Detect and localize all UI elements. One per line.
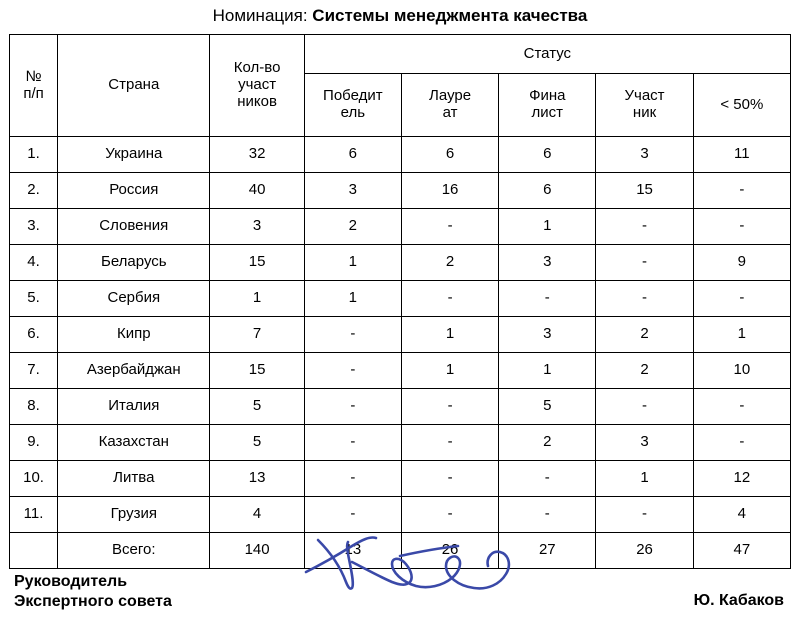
- cell-under50: 1: [693, 317, 790, 353]
- cell-winner: 1: [304, 245, 401, 281]
- cell-count: 7: [210, 317, 304, 353]
- cell-country: Словения: [58, 209, 210, 245]
- title-label: Номинация:: [212, 6, 308, 25]
- cell-participant: 3: [596, 425, 693, 461]
- header-count-line1: Кол-во: [233, 59, 281, 77]
- cell-country: Россия: [58, 173, 210, 209]
- cell-participant: -: [596, 497, 693, 533]
- cell-finalist: 3: [499, 317, 596, 353]
- cell-winner: -: [304, 425, 401, 461]
- cell-finalist: -: [499, 461, 596, 497]
- cell-participant: 2: [596, 317, 693, 353]
- cell-count: 3: [210, 209, 304, 245]
- header-count-line2: участ: [238, 76, 277, 94]
- cell-winner: -: [304, 497, 401, 533]
- cell-laureate: -: [401, 209, 498, 245]
- total-count: 140: [210, 533, 304, 569]
- table-row: [10, 461, 791, 497]
- cell-laureate: -: [401, 461, 498, 497]
- total-label: Всего:: [58, 533, 210, 569]
- cell-num: 2.: [10, 173, 58, 209]
- cell-participant: 3: [596, 137, 693, 173]
- cell-winner: -: [304, 317, 401, 353]
- cell-participant: -: [596, 389, 693, 425]
- cell-winner: 1: [304, 281, 401, 317]
- header-num-line1: №: [25, 67, 42, 85]
- cell-count: 5: [210, 425, 304, 461]
- cell-laureate: 2: [401, 245, 498, 281]
- signer-role-line2: Экспертного совета: [14, 593, 172, 610]
- cell-under50: 4: [693, 497, 790, 533]
- cell-finalist: 6: [499, 137, 596, 173]
- cell-count: 15: [210, 353, 304, 389]
- header-status-laureate: [401, 74, 498, 137]
- cell-num: 7.: [10, 353, 58, 389]
- cell-laureate: -: [401, 281, 498, 317]
- total-winner: 13: [304, 533, 401, 569]
- cell-count: 4: [210, 497, 304, 533]
- cell-under50: 9: [693, 245, 790, 281]
- cell-laureate: 16: [401, 173, 498, 209]
- cell-finalist: 1: [499, 209, 596, 245]
- total-participant: 26: [596, 533, 693, 569]
- cell-finalist: 3: [499, 245, 596, 281]
- table-row: [10, 425, 791, 461]
- cell-num: 5.: [10, 281, 58, 317]
- cell-finalist: 1: [499, 353, 596, 389]
- cell-participant: 1: [596, 461, 693, 497]
- table-row: [10, 209, 791, 245]
- cell-laureate: 1: [401, 317, 498, 353]
- cell-num: 9.: [10, 425, 58, 461]
- cell-count: 1: [210, 281, 304, 317]
- cell-country: Италия: [58, 389, 210, 425]
- cell-under50: 12: [693, 461, 790, 497]
- header-status-finalist: [499, 74, 596, 137]
- header-status-finalist-line2: лист: [531, 104, 564, 121]
- cell-laureate: 1: [401, 353, 498, 389]
- cell-under50: 11: [693, 137, 790, 173]
- cell-num: 8.: [10, 389, 58, 425]
- header-num: [10, 35, 58, 137]
- cell-num: 4.: [10, 245, 58, 281]
- cell-country: Казахстан: [58, 425, 210, 461]
- cell-under50: -: [693, 389, 790, 425]
- header-status-finalist-line1: Фина: [529, 87, 566, 105]
- table-row: [10, 173, 791, 209]
- results-table: [9, 34, 791, 569]
- cell-winner: 6: [304, 137, 401, 173]
- cell-count: 13: [210, 461, 304, 497]
- cell-country: Кипр: [58, 317, 210, 353]
- document-footer: [0, 540, 800, 620]
- cell-count: 5: [210, 389, 304, 425]
- cell-under50: -: [693, 425, 790, 461]
- header-status-under50-line1: < 50%: [720, 95, 764, 113]
- table-row: [10, 281, 791, 317]
- signer-name: Ю. Кабаков: [693, 592, 784, 609]
- table-row: [10, 497, 791, 533]
- cell-count: 15: [210, 245, 304, 281]
- header-status-winner-line1: Победит: [323, 87, 383, 105]
- cell-num: 1.: [10, 137, 58, 173]
- cell-laureate: 6: [401, 137, 498, 173]
- cell-participant: -: [596, 281, 693, 317]
- signer-role: [14, 572, 172, 612]
- cell-winner: -: [304, 461, 401, 497]
- table-header: [10, 35, 791, 137]
- cell-finalist: 2: [499, 425, 596, 461]
- header-status-laureate-line2: ат: [442, 104, 458, 121]
- header-status-winner: [304, 74, 401, 137]
- handwritten-signature-icon: [300, 532, 560, 598]
- cell-country: Украина: [58, 137, 210, 173]
- cell-country: Беларусь: [58, 245, 210, 281]
- cell-num: 10.: [10, 461, 58, 497]
- header-status-participant-line1: Участ: [624, 87, 665, 105]
- cell-country: Грузия: [58, 497, 210, 533]
- table-row: [10, 245, 791, 281]
- table-body: [10, 137, 791, 569]
- cell-under50: -: [693, 281, 790, 317]
- cell-under50: -: [693, 173, 790, 209]
- cell-finalist: -: [499, 281, 596, 317]
- cell-laureate: -: [401, 389, 498, 425]
- cell-count: 40: [210, 173, 304, 209]
- total-laureate: 26: [401, 533, 498, 569]
- cell-country: Литва: [58, 461, 210, 497]
- cell-num: 6.: [10, 317, 58, 353]
- total-under50: 47: [693, 533, 790, 569]
- header-status-under50: [693, 74, 790, 137]
- cell-participant: -: [596, 245, 693, 281]
- cell-winner: 3: [304, 173, 401, 209]
- header-status-laureate-line1: Лауре: [429, 87, 472, 105]
- page-title: [0, 0, 800, 34]
- header-count: [210, 35, 304, 137]
- cell-finalist: 6: [499, 173, 596, 209]
- header-num-line2: п/п: [23, 84, 44, 102]
- table-row: [10, 317, 791, 353]
- cell-participant: 2: [596, 353, 693, 389]
- header-status-participant-line2: ник: [632, 104, 657, 121]
- cell-participant: 15: [596, 173, 693, 209]
- cell-winner: -: [304, 389, 401, 425]
- cell-laureate: -: [401, 425, 498, 461]
- header-country: Страна: [58, 35, 210, 137]
- header-status-participant: [596, 74, 693, 137]
- table-row: [10, 389, 791, 425]
- cell-participant: -: [596, 209, 693, 245]
- cell-winner: 2: [304, 209, 401, 245]
- cell-under50: -: [693, 209, 790, 245]
- cell-finalist: -: [499, 497, 596, 533]
- cell-finalist: 5: [499, 389, 596, 425]
- signer-role-line1: Руководитель: [14, 573, 128, 590]
- cell-num: 3.: [10, 209, 58, 245]
- cell-country: Азербайджан: [58, 353, 210, 389]
- header-status-winner-line2: ель: [340, 104, 366, 121]
- cell-winner: -: [304, 353, 401, 389]
- table-row: [10, 137, 791, 173]
- total-finalist: 27: [499, 533, 596, 569]
- cell-under50: 10: [693, 353, 790, 389]
- header-count-line3: ников: [237, 92, 277, 110]
- header-status-group: Статус: [304, 35, 790, 74]
- cell-count: 32: [210, 137, 304, 173]
- cell-num: 11.: [10, 497, 58, 533]
- table-header-row-1: [10, 35, 791, 74]
- cell-laureate: -: [401, 497, 498, 533]
- table-row: [10, 353, 791, 389]
- cell-country: Сербия: [58, 281, 210, 317]
- title-value: Системы менеджмента качества: [312, 6, 588, 25]
